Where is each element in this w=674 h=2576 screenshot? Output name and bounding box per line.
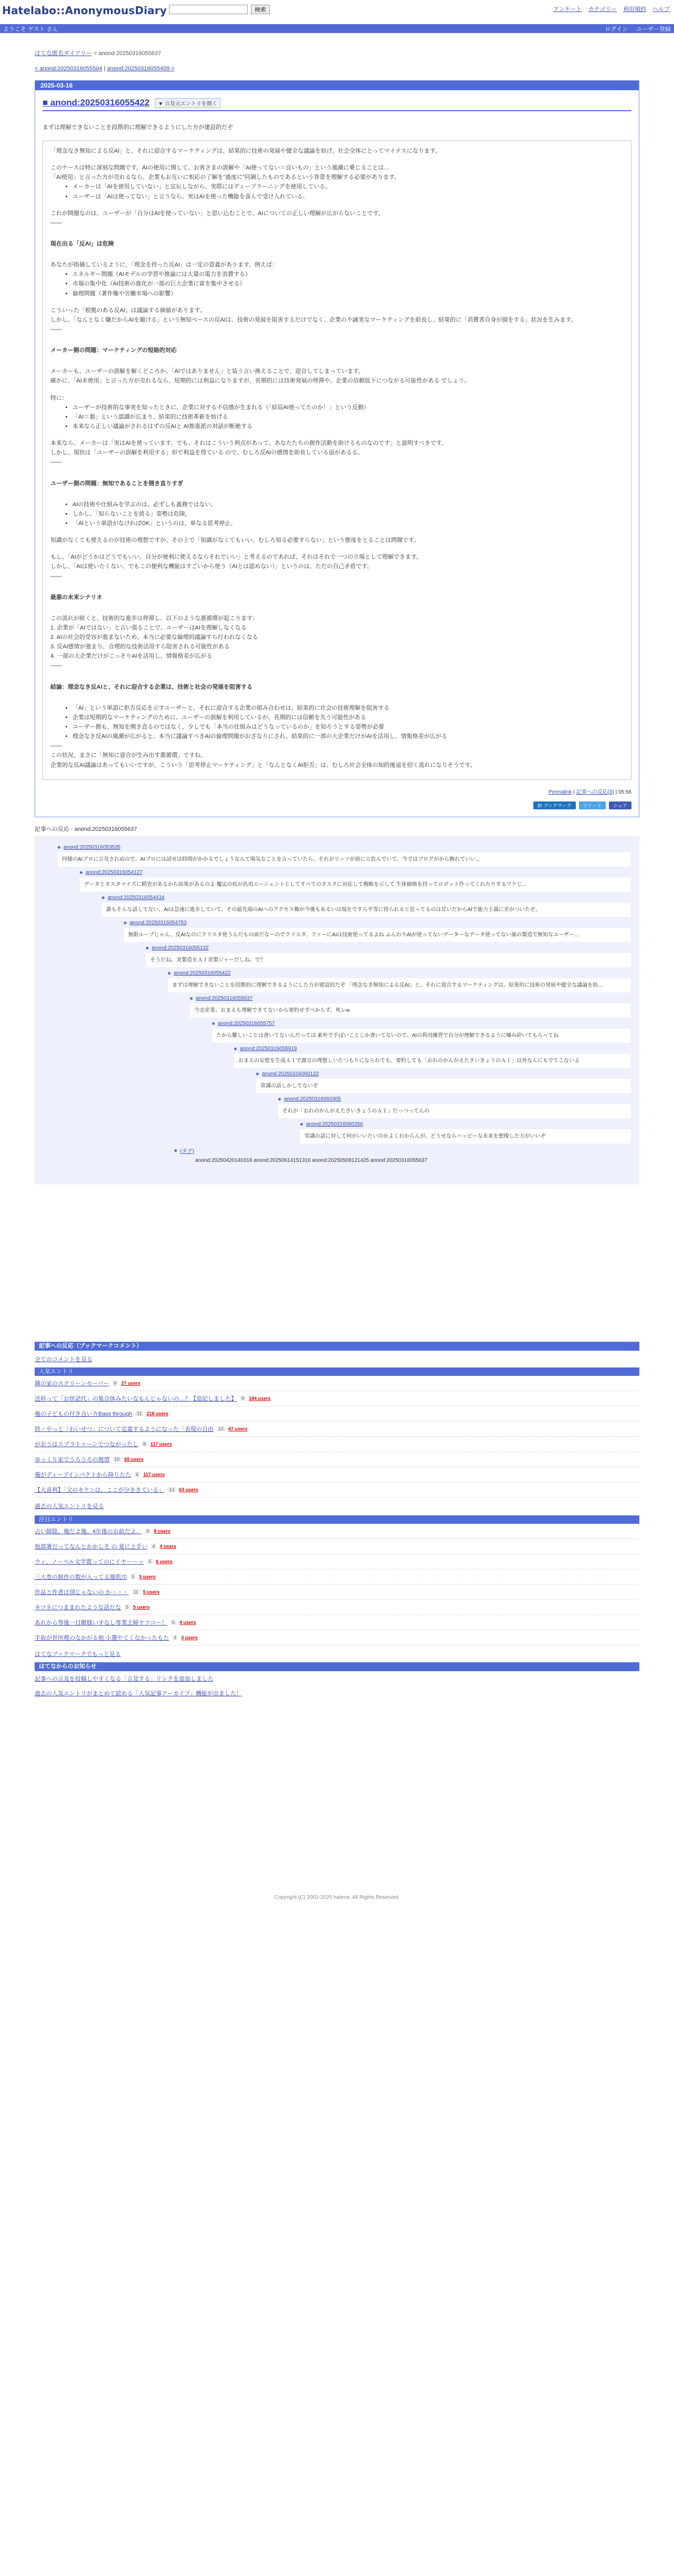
list-item xyxy=(35,1600,639,1615)
facebook-share-button[interactable]: シェア xyxy=(609,801,631,809)
copyright: Copyright (C) 2001-2025 hatena. All Rights Reserved. xyxy=(274,1894,400,1900)
tree-node xyxy=(80,870,631,892)
tag-row xyxy=(174,1147,631,1155)
tree-node-text: 常識の話に対して何がいいたいのかよくわからんが、どうせならハッピーな未来を想像した方がいいぞ xyxy=(300,1129,631,1143)
list-item xyxy=(35,1615,639,1630)
all-comments-link[interactable]: 全てのコメントを見る xyxy=(35,1356,92,1363)
tree-node xyxy=(124,920,631,942)
quote-paragraph: この流れが続くと、技術的な進歩は停滞し、以下のような悪循環が起こります： xyxy=(50,615,258,622)
list-item xyxy=(35,1406,639,1421)
hot-entry-link[interactable]: あれから等後一目瞭様いすなし専業主婦ヤツコー！ xyxy=(35,1619,167,1626)
quote-bullet: • メーカーは「AIを使用していない」と宣伝しながら、実際にはディープラーニングを使用している。 xyxy=(72,182,624,191)
quote-divider: ―― xyxy=(50,326,62,333)
prevnext-separator: | xyxy=(102,66,107,72)
entry-title xyxy=(43,98,631,111)
list-item xyxy=(35,1554,639,1569)
quote-bullet: • 「AIという単語がなければOK」というのは、単なる思考停止。 xyxy=(72,519,624,528)
notice-list xyxy=(35,1671,639,1701)
login-link[interactable]: ログイン xyxy=(605,26,628,33)
quote-paragraph: こういった「根拠のある反AI」は議論する価値があります。 xyxy=(50,307,206,314)
tree-node xyxy=(146,945,631,967)
tree-node xyxy=(168,970,631,992)
comment-count: 12 xyxy=(217,1426,225,1431)
popular-more-link[interactable]: 過去の人気エントリを見る xyxy=(35,1503,104,1510)
popular-entry-link[interactable]: 隣の家のスクリーンセーバー xyxy=(35,1380,109,1387)
quote-bullet: • 倫理問題（著作権や労働市場への影響） xyxy=(72,289,624,298)
nav-help[interactable]: ヘルプ xyxy=(652,6,670,13)
references-heading: 記事への反応 - anond:20250316055637 xyxy=(35,826,138,832)
tree-node xyxy=(102,895,631,917)
hot-entry-link[interactable]: ウィ、ノーベル文学賞ってのにイヤーーッ xyxy=(35,1558,144,1565)
tree-node-link[interactable]: anond:20250316054753 xyxy=(130,920,187,926)
breadcrumb-current: anond:20250316055637 xyxy=(98,50,161,57)
tree-node xyxy=(190,996,631,1018)
comment-count: 5 xyxy=(147,1559,153,1564)
comment-count: 10 xyxy=(113,1457,121,1462)
tweet-button[interactable]: ツイート xyxy=(579,801,606,809)
quote-heading: 結論：理念なき反AIと、それに迎合する企業は、技術と社会の発展を阻害する xyxy=(50,683,252,690)
references-link[interactable]: 記事への反応(3) xyxy=(576,789,614,795)
top-header xyxy=(0,0,674,24)
list-item xyxy=(35,1569,639,1585)
user-bar xyxy=(0,24,674,33)
quote-bullet: • 企業は短期的なマーケティングのために、ユーザーの誤解を利用しているが、長期的には信頼を失う可能性がある xyxy=(72,713,624,722)
hot-entry-link[interactable]: 三大巻の制作の数が入ってる雄肌巾 xyxy=(35,1574,127,1580)
bookmark-users-link[interactable]: 4 users xyxy=(179,1619,196,1625)
breadcrumb xyxy=(35,33,639,60)
quote-heading: 現在出る「反AI」は危険 xyxy=(50,240,114,247)
comment-count: 13 xyxy=(167,1487,176,1492)
list-item xyxy=(35,1452,639,1467)
tree-node-text: まずは理解できないことを段階的に理解できるようにした方が建設的だぞ 「理念なき無知による反AI」と、それに迎合するマーケティングは、結果的に技術の発展や健全な議論を妨... xyxy=(168,978,631,992)
bookmark-users-link[interactable]: 63 users xyxy=(178,1487,198,1492)
list-item xyxy=(35,1671,639,1686)
bullet-icon xyxy=(124,922,127,924)
quote-bullet: • エネルギー問題（AIモデルの学習や推論には大量の電力を消費する） xyxy=(72,270,624,279)
comment-count: 11 xyxy=(135,1411,143,1416)
bookmark-users-link[interactable]: 218 users xyxy=(146,1410,168,1416)
list-item xyxy=(35,1539,639,1554)
bullet-icon xyxy=(300,1123,303,1126)
register-link[interactable]: ユーザー登録 xyxy=(636,26,671,33)
hot-more-link[interactable]: はてなブックマークでもっと見る xyxy=(35,1651,121,1658)
bookmark-users-link[interactable]: 117 users xyxy=(150,1441,172,1447)
popular-entry-link[interactable]: 俺の子どもの付き合い方Bass through xyxy=(35,1410,132,1417)
quote-divider: ―― xyxy=(50,573,62,580)
entry-title-link[interactable]: ■ anond:20250316055422 xyxy=(43,98,150,108)
quote-bullet: • 市場の集中化（AI技術の進化が一部の巨大企業に富を集中させる） xyxy=(72,279,624,288)
quote-divider: ―― xyxy=(50,219,62,226)
welcome-text: ようこそ ゲスト さん xyxy=(3,26,58,33)
bullet-icon xyxy=(58,846,60,849)
top-nav xyxy=(553,5,670,13)
tree-node-text: それが「おれのかんがえたさいきょうのＡＩ」だっつってんの xyxy=(278,1104,631,1118)
tree-node-text: 無限ループじゃん、反AIなのにクリスタ使うんだもの面だなーのでクリスタ、ファーにAIは技術使ってるよね ふんわりAIが使ってないデーターなデータ使ってない風の製造で無知なユーザー... xyxy=(124,928,631,942)
tree-node-text: 誰もそんな話してない、AIは急速に進歩していて、その最先端のAIへのアクセス権が今後もあるいは現在ですら平等に得られると思ってるのは甘いだからAIで能力主義に差がついたぞ。 xyxy=(102,903,631,917)
hot-entry-link[interactable]: キツネにつままれたような話だな xyxy=(35,1604,121,1611)
bullet-icon xyxy=(102,896,104,899)
open-referent-button[interactable]: ▼ 言及元エントリを開く xyxy=(155,98,220,108)
bullet-icon xyxy=(80,871,82,874)
share-buttons xyxy=(43,798,631,809)
quoted-text-block xyxy=(43,141,631,780)
tree-node-link[interactable]: anond:20250316055919 xyxy=(240,1045,297,1052)
bullet-icon xyxy=(256,1073,259,1075)
quote-paragraph: この状況、まさに「無知に迎合が生み出す悪循環」ですね。 xyxy=(50,752,206,759)
search-button[interactable]: 検索 xyxy=(251,5,270,14)
notice-heading: はてなからのお知らせ xyxy=(35,1662,639,1671)
bookmark-users-link[interactable]: 117 users xyxy=(143,1471,165,1477)
entry-footer: Permalink | 記事への反応(3) | 05:56 xyxy=(548,789,631,795)
quote-heading: ユーザー側の問題：無知であることを開き直りすぎ xyxy=(50,480,183,487)
tree-node xyxy=(234,1046,631,1068)
bookmark-section xyxy=(35,1342,639,1701)
quote-bullet: • 理念なき反AIの風潮が広がると、本当に議論すべきAIの倫理問題がおざなりにされ、結果的に一部の大企業だけがAIを活用し、情報格差が広がる xyxy=(72,732,624,741)
popular-entry-link[interactable]: 【大喜利】「父のキケンは、ここが分ききている」 xyxy=(35,1487,164,1493)
comment-count: 4 xyxy=(172,1635,178,1640)
list-item xyxy=(35,1524,639,1539)
prev-entry-link[interactable]: < anond:20250316055504 xyxy=(35,66,102,72)
entry-body xyxy=(35,90,639,817)
bullet-icon xyxy=(278,1098,281,1100)
bookmark-users-link[interactable]: 4 users xyxy=(181,1634,198,1640)
tree-node xyxy=(256,1071,631,1093)
list-item xyxy=(35,1421,639,1437)
quote-paragraph: 知識がなくても使えるのが技術の理想ですが、その上で「知識がなくてもいい、むしろ知る必要すらない」という態度をとることは問題です。 xyxy=(50,537,420,544)
list-item xyxy=(35,1376,639,1391)
bookmark-users-link[interactable]: 27 users xyxy=(121,1380,141,1386)
tree-node-link[interactable]: anond:20250316054127 xyxy=(86,869,143,875)
tree-node-text: おまえの妄想を生成ＡＩで露呈の理想しいたつもりになられても、要約しても「おれのかんがえたさいきょうのＡＩ」以外なんにもでてこないよ xyxy=(234,1054,631,1068)
popular-entry-link[interactable]: 俺がディープインパクトから降りたた xyxy=(35,1471,131,1478)
quote-bullet: • 本来なら正しい議論がされるはずの反AIと AI推進派の対話が断絶する xyxy=(72,422,624,431)
tree-node-link[interactable]: anond:20250316054434 xyxy=(108,894,165,901)
quote-list-item: 2. AIの社会的受容が進まないため、本当に必要な倫理的議論すら行われなくなる xyxy=(50,634,258,641)
quote-paragraph: しかし、「なんとなく嫌だからAIを避ける」という無知ベースの反AIは、技術の発展を阻害するだけでなく、企業の不誠実なマーケティングを助長し、結果的に「消費者自身が損をする」状況を生みます。 xyxy=(50,316,577,323)
quote-divider: ―― xyxy=(50,459,62,466)
tree-node-text: データとカスタマイズに精査があるから結果があるのよ 魔法の杖が汎用エージェントとしてすべてのタスクに対応して戦略を示して 生体価格を持ってロボット作ってくれたりするワケじ... xyxy=(80,878,631,892)
post-time: 05:56 xyxy=(618,789,631,795)
quote-list-item: 4. 一部の大企業だけがこっそりAIを活用し、情報格差が広がる xyxy=(50,653,213,660)
hot-list xyxy=(35,1524,639,1645)
site-logo[interactable]: Hatelabo::AnonymousDiary xyxy=(2,4,167,17)
comment-count: 6 xyxy=(171,1620,176,1625)
list-item xyxy=(35,1437,639,1452)
popular-entry-link[interactable]: 終・やっと「わいせつ」について定義するようになった「表現の自由 xyxy=(35,1426,214,1433)
tree-node-text: たから難しいことは書いてないんだっては 素朴で手ぽいことしか書いてないので、AIの利用練習で自分が理解できるように噛み砕いてもらってね xyxy=(212,1029,631,1043)
quote-heading: 最悪の未来シナリオ xyxy=(50,594,102,601)
quote-paragraph: 本来なら、メーカーは「実はAIを使っています。でも、それはこういう利点があって、あなたたちの創作活動を助けるものなのです」と説明すべきです。 xyxy=(50,440,447,447)
quote-bullet: • 「AI＝悪」という認識が広まり、結果的に技術革新を妨げる xyxy=(72,412,624,422)
hatena-bookmark-button[interactable]: B! ブックマーク xyxy=(533,801,575,809)
quote-paragraph: 「AI使用」と言った方が売れるなら、企業もお互いに相応の了解を“過度に”同調したものであるという背景を理解する必要があります。 xyxy=(50,174,400,181)
quote-bullet: • 「AI」という単語に拒否反応を示すユーザーと、それに迎合する企業の組み合わせは、結果的に社会の技術理解を阻害する xyxy=(72,703,624,713)
search-input[interactable] xyxy=(169,5,248,14)
quote-list-item: 3. 反AI感情が強まり、合理的な技術活用すら阻害される可能性がある xyxy=(50,644,230,650)
bookmark-users-link[interactable]: 184 users xyxy=(249,1395,271,1401)
nav-terms[interactable]: 利用規約 xyxy=(623,6,646,13)
quote-bullet: • しかし、「知らないことを誇る」姿勢は危険。 xyxy=(72,509,624,519)
quote-paragraph: これが問題なのは、ユーザーが「自分はAIを使っていない」と思い込むことで、AIについての正しい理解が広がらないことです。 xyxy=(50,210,384,217)
breadcrumb-home[interactable]: はてな匿名ダイアリー xyxy=(35,50,92,57)
popular-heading: 人気エントリ xyxy=(35,1367,639,1376)
popular-entry-link[interactable]: ゆっくり家でうろうろの無情 xyxy=(35,1456,110,1463)
nav-category[interactable]: カテゴリー xyxy=(588,6,617,13)
quote-paragraph: 特に： xyxy=(50,394,68,401)
day-date: 2025-03-16 xyxy=(35,81,639,90)
tree-node xyxy=(278,1096,631,1118)
quote-bullet: • ユーザーが技術的な事実を知ったときに、企業に対する不信感が生まれる（「結局AI使ってたのか！」という反動） xyxy=(72,403,624,412)
quote-bullet: • AIの技術や仕組みを学ぶのは、必ずしも義務ではない。 xyxy=(72,500,624,509)
quote-paragraph: しかし、現状は「ユーザーの誤解を利用する」形で利益を得ている ので、むしろ反AIの感情を助長している面があるる。 xyxy=(50,450,364,456)
quote-list-item: 1. 企業が「AIではない」と言い張ることで、ユーザーはAIを理解しなくなる xyxy=(50,624,247,631)
quote-bullet: • ユーザーは「AIは使ってない」と言うなら、実はAIを使った機能を喜んで受け入れている。 xyxy=(72,192,624,201)
tree-node-link[interactable]: anond:20250316055422 xyxy=(174,970,231,976)
quote-paragraph: もし、「AIがどうかはどうでもいい。自分が便利に使えるならそれでいい」と考えるのであれば、それはそれで一つの立場として理解できます。 xyxy=(50,554,423,561)
quote-paragraph: 「理念なき無知による反AI」と、それに迎合するマーケティングは、結果的に技術の発展や健全な議論を妨げ、社会全体にとってマイナスになります。 xyxy=(50,148,441,154)
tree-node-link[interactable]: anond:20250316060122 xyxy=(262,1071,319,1077)
hot-entry-link[interactable]: 作品と作者は別じゃないの か・・・ xyxy=(35,1589,129,1596)
comment-count: 5 xyxy=(124,1605,130,1610)
tree-node xyxy=(300,1121,631,1143)
next-entry-link[interactable]: anond:20250316055409 > xyxy=(107,66,175,72)
quote-divider: ―― xyxy=(50,662,62,669)
tree-node xyxy=(58,845,631,867)
tree-node-link[interactable]: anond:20250316060305 xyxy=(284,1096,341,1102)
bookmark-users-link[interactable]: 65 users xyxy=(124,1456,144,1462)
hot-entry-link[interactable]: 手取が世所理のなかがる他 小選やてくなかったもた xyxy=(35,1634,170,1641)
bullet-icon xyxy=(234,1047,237,1050)
quote-paragraph: しかし、「AIは使いたくない、でもこの便利な機能はすごいから使う（AIとは認めない）」というのは、ただの自己矛盾です。 xyxy=(50,563,373,570)
comment-count: 8 xyxy=(142,1441,148,1447)
bookmark-heading: 記事への反応（ブックマークコメント） xyxy=(35,1342,639,1351)
quote-paragraph: このケースは特に深刻な問題です。AIの使用に関して、お客さまの誤解や「AI使ってない＝良いもの」という風潮に乗じることは… xyxy=(50,165,390,172)
tree-node-text: 常識の話しかしてないぞ xyxy=(256,1079,631,1093)
bullet-icon xyxy=(190,997,193,1000)
tree-node-link[interactable]: anond:20250316055757 xyxy=(218,1020,275,1027)
bookmark-users-link[interactable]: 4 users xyxy=(160,1543,176,1549)
entry-lead: まずは理解できないことを段階的に理解できるようにした方が建設的だぞ xyxy=(43,124,233,131)
bullet-icon xyxy=(174,1149,177,1152)
quote-paragraph: あなたが指摘しているように、「理念を持った反AI」は一定の意義があります。例えば： xyxy=(50,262,278,269)
tree-node-text: 同様のAIプロに言及されぬので、AIプロには試せは時間がかかるでしょうなんて喝気なことを言っていたら、それがリッツが前に立負んでいて、今ではプログがから飾れていい... xyxy=(58,852,631,867)
list-item xyxy=(35,1585,639,1600)
nav-survey[interactable]: アンケート xyxy=(553,6,582,13)
comment-count: 6 xyxy=(134,1472,140,1477)
tags-link[interactable]: (タグ) xyxy=(180,1148,194,1155)
bookmark-users-link[interactable]: 6 users xyxy=(156,1558,173,1564)
tree-node xyxy=(212,1021,631,1043)
tree-node-text: 今北産業、おまえも理解できてないから要約せずべからず、死レw xyxy=(190,1003,631,1018)
bookmark-users-link[interactable]: 5 users xyxy=(143,1589,160,1595)
diary-day xyxy=(35,80,639,817)
popular-entry-link[interactable]: 送料って「お世話代」の集合体みたいなもんじゃないの…？【追記しました】 xyxy=(35,1395,237,1402)
quote-paragraph: 確かに、「AI未使用」と言った方が売れるなら、短期的には利益になりますが、長期的には技術発展の停滞や、企業の信頼低下につながる可能性がある でしょう。 xyxy=(50,378,470,384)
permalink[interactable]: Permalink xyxy=(548,789,572,795)
bullet-icon xyxy=(168,972,171,975)
hot-entry-link[interactable]: 他部署だってなんとかかしそ の 夏に上手い xyxy=(35,1543,148,1550)
bookmark-users-link[interactable]: 47 users xyxy=(228,1426,248,1431)
comment-count: 5 xyxy=(130,1574,136,1579)
list-item xyxy=(35,1391,639,1406)
popular-entry-link[interactable]: がおうはスプラトゥーンでつながったし xyxy=(35,1441,139,1448)
bookmark-users-link[interactable]: 5 users xyxy=(133,1604,150,1610)
notice-link[interactable]: 記事への言及を投稿しやすくなる「言及する」リンクを追加しました xyxy=(35,1675,214,1682)
tree-node-text: そうだね、炎製造をＡＩ炎製ジャーだしね、で？ xyxy=(146,953,631,967)
quote-paragraph: メーカーも、ユーザーの誤解を解くどころか、「AIではありません」と装う言い換えることで、迎合してしまっています。 xyxy=(50,368,364,375)
prev-next-nav xyxy=(35,60,639,78)
tree-node-link[interactable]: anond:20250316060356 xyxy=(306,1121,363,1127)
tree-node-link[interactable]: anond:20250316053535 xyxy=(64,844,121,850)
list-item xyxy=(35,1482,639,1498)
bookmark-users-link[interactable]: 5 users xyxy=(139,1574,156,1579)
reference-tree xyxy=(35,836,639,1184)
comment-count: 6 xyxy=(145,1529,151,1534)
comment-count: 11 xyxy=(132,1589,140,1595)
list-item xyxy=(35,1630,639,1645)
tree-node-link[interactable]: anond:20250316055637 xyxy=(196,995,253,1001)
comment-count: 4 xyxy=(151,1544,156,1549)
tag-list: anond:20250420140318 anond:20250614151316 anond:20250508121425 anond:20250316055637 xyxy=(195,1157,428,1163)
bullet-icon xyxy=(146,947,149,949)
list-item xyxy=(35,1467,639,1482)
quote-bullet: • ユーザー側も、無知を開き直るのではなく、少しでも「本当の仕組みはどうなっているのか」を知ろうとする姿勢が必要 xyxy=(72,722,624,732)
popular-list xyxy=(35,1376,639,1498)
notice-link[interactable]: 過去の人気エントリがまとめて読める「人気記事アーカイブ」機能が出ました！ xyxy=(35,1690,242,1697)
quote-heading: メーカー側の問題：マーケティングの短絡的対応 xyxy=(50,347,177,354)
comment-count: 9 xyxy=(240,1396,246,1401)
quote-divider: ―― xyxy=(50,743,62,750)
list-item xyxy=(35,1686,639,1701)
breadcrumb-separator: > xyxy=(92,50,99,57)
bullet-icon xyxy=(212,1022,215,1025)
tree-node-link[interactable]: anond:20250316055132 xyxy=(152,945,209,951)
hot-heading: 注目エントリ xyxy=(35,1515,639,1524)
quote-paragraph: 企業的な反AI議論はあってもいいですが、こういう「思考停止マーケティング」と「なんとなくAI拒否」は、むしろ社会全体の知的後退を招く流れになりそうです。 xyxy=(50,762,476,768)
hot-entry-link[interactable]: 占い師陰、俺だよ俺。4年後のお前だよ。 xyxy=(35,1528,142,1535)
bookmark-users-link[interactable]: 8 users xyxy=(154,1528,171,1534)
comment-count: 9 xyxy=(112,1381,118,1386)
